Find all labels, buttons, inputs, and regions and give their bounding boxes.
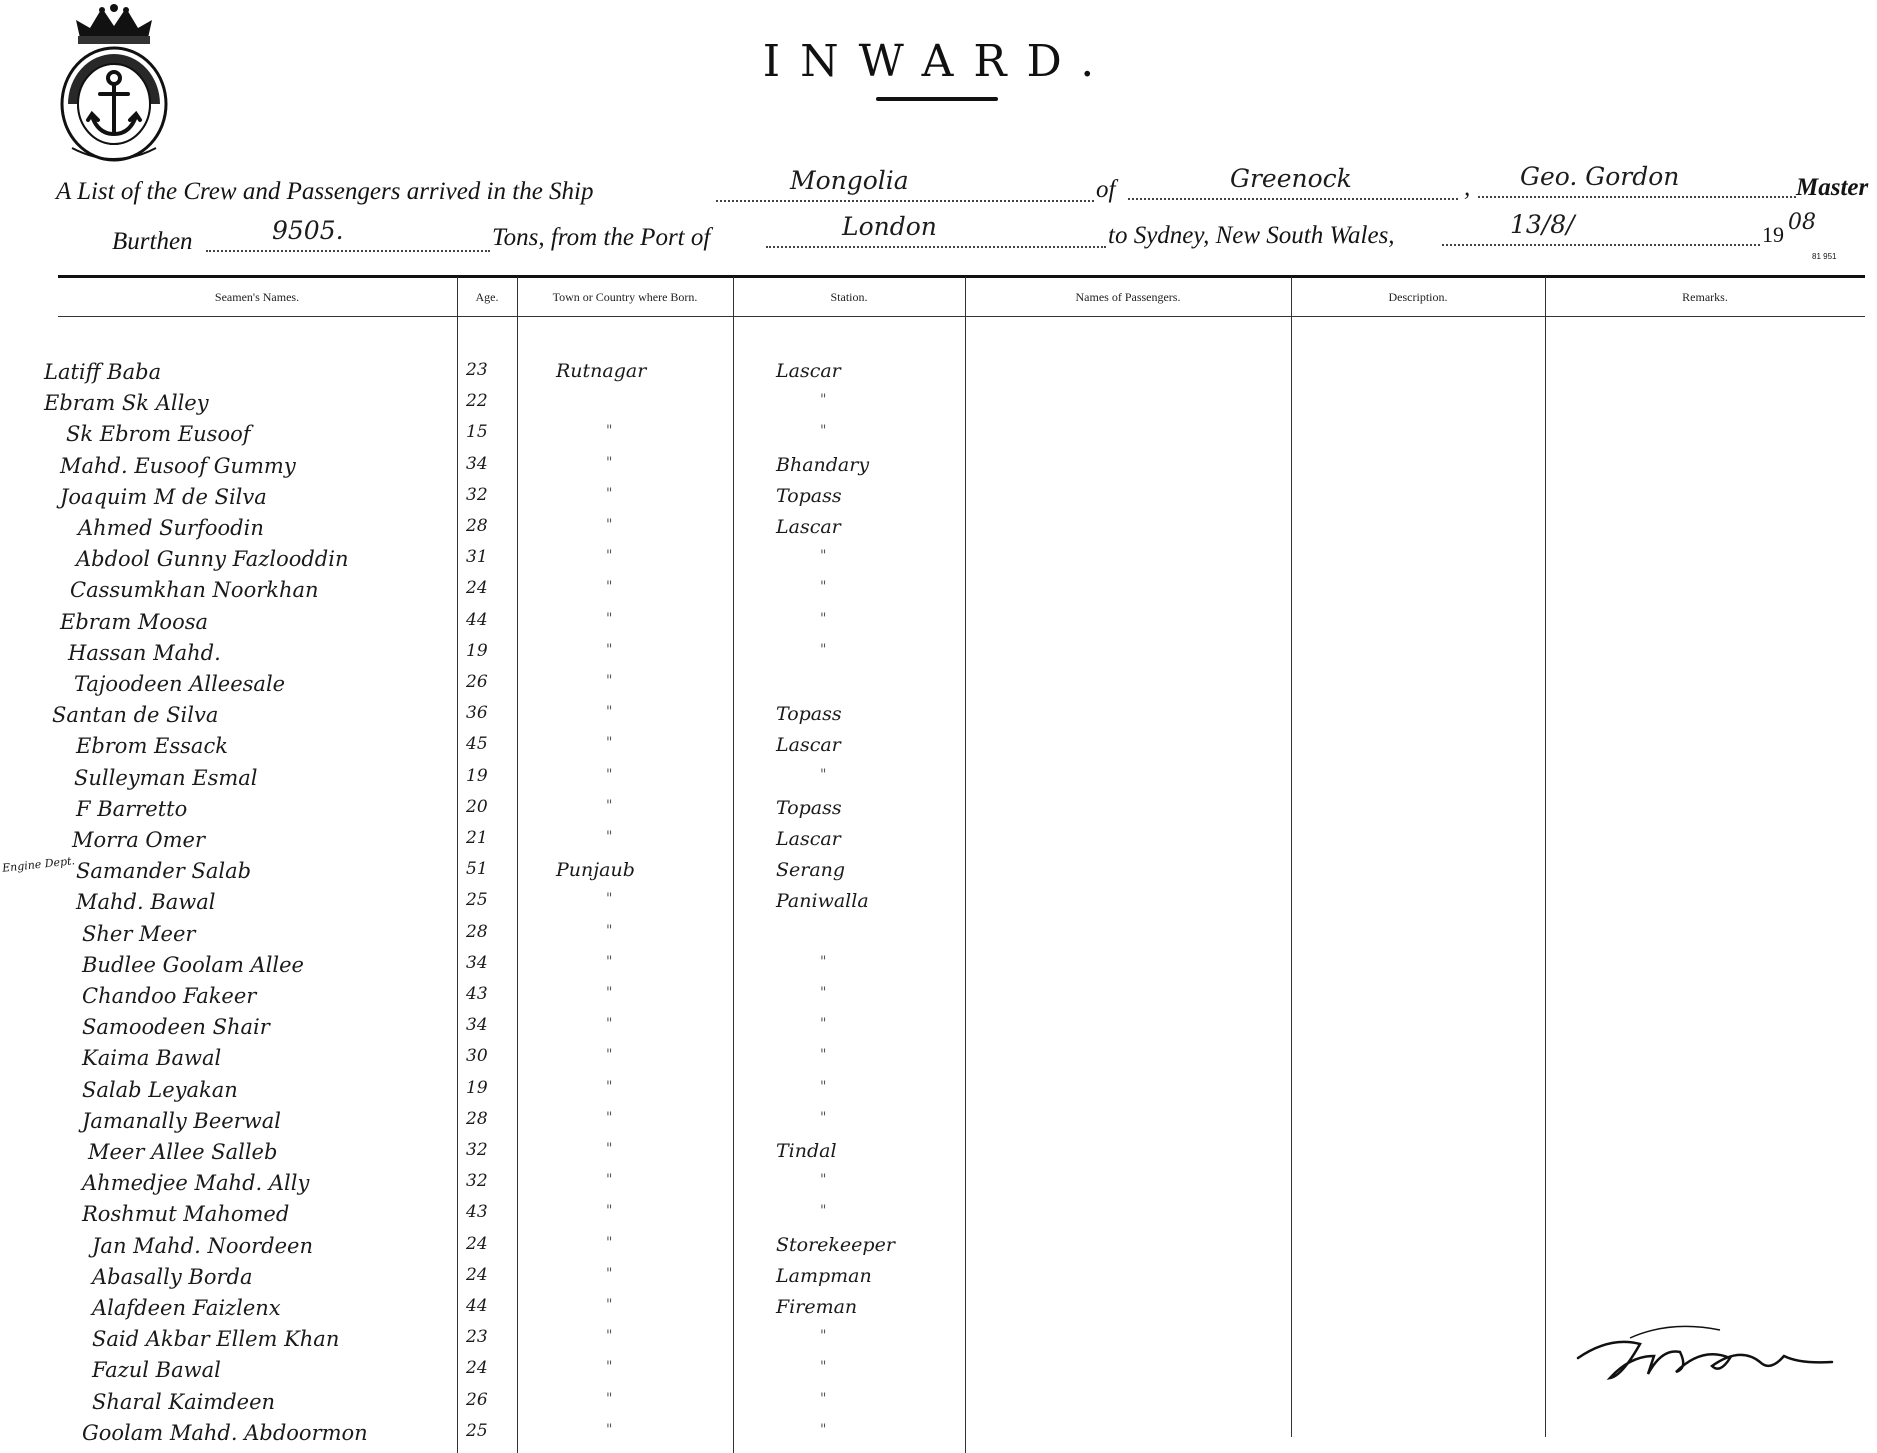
column-header-remarks: Remarks. <box>1682 290 1728 304</box>
of-label: of <box>1096 176 1116 203</box>
table-row <box>0 609 1877 642</box>
table-row <box>0 765 1877 798</box>
burthen-label: Burthen <box>112 228 193 255</box>
station: " <box>820 1359 827 1376</box>
birthplace: " <box>606 1265 613 1282</box>
table-row <box>0 640 1877 673</box>
page-title: INWARD. <box>762 36 1115 87</box>
seaman-age: 43 <box>466 1202 488 1223</box>
seaman-name: Sharal Kaimdeen <box>92 1389 276 1414</box>
to-sydney-label: to Sydney, New South Wales, <box>1108 222 1395 249</box>
seaman-age: 32 <box>466 1140 488 1160</box>
birthplace: " <box>606 1421 613 1438</box>
column-header-age: Age. <box>475 290 499 304</box>
seaman-name: Ahmed Surfoodin <box>78 516 264 540</box>
birthplace: " <box>606 1109 613 1126</box>
seaman-age: 45 <box>466 734 488 755</box>
seaman-name: Abasally Borda <box>92 1264 253 1289</box>
seaman-name: Santan de Silva <box>52 703 219 728</box>
birthplace: " <box>606 1016 613 1033</box>
table-row <box>0 1264 1877 1297</box>
seaman-age: 44 <box>466 1296 488 1316</box>
station: Storekeeper <box>776 1233 895 1256</box>
table-row <box>0 393 1877 423</box>
seaman-name: Cassumkhan Noorkhan <box>70 578 319 603</box>
seaman-age: 22 <box>466 391 488 412</box>
from-port-field-dots <box>766 246 1106 248</box>
column-header-station: Station. <box>830 290 868 304</box>
station: Topass <box>776 796 842 819</box>
birthplace: " <box>606 517 613 533</box>
birthplace: " <box>606 1359 613 1376</box>
seaman-name: Goolam Mahd. Abdoormon <box>82 1420 368 1445</box>
table-header-rule <box>58 316 1865 317</box>
station: Tindal <box>776 1140 837 1162</box>
seaman-name: Abdool Gunny Fazlooddin <box>76 547 349 572</box>
table-row <box>0 484 1877 517</box>
birthplace: " <box>606 1141 613 1157</box>
birthplace: " <box>606 735 613 752</box>
birthplace: " <box>606 891 613 908</box>
station: " <box>820 641 827 658</box>
table-row <box>0 1077 1877 1110</box>
seaman-age: 30 <box>466 1046 488 1067</box>
station: Fireman <box>776 1296 858 1318</box>
table-row <box>0 1173 1877 1203</box>
station: " <box>820 1016 827 1033</box>
seaman-age: 44 <box>466 609 488 630</box>
arrival-date: 13/8/ <box>1510 210 1575 239</box>
station: " <box>820 579 827 596</box>
table-row <box>0 1204 1877 1234</box>
birthplace: " <box>606 797 613 814</box>
comma-separator: , <box>1464 174 1471 201</box>
seaman-age: 24 <box>466 1264 488 1285</box>
birthplace: " <box>606 454 613 471</box>
seaman-age: 24 <box>466 1358 488 1379</box>
seaman-age: 28 <box>466 921 488 942</box>
seaman-age: 34 <box>466 1015 488 1036</box>
header-list-label: A List of the Crew and Passengers arrived in the Ship <box>56 178 594 205</box>
column-header-born: Town or Country where Born. <box>552 290 698 304</box>
station: Lascar <box>776 360 841 382</box>
seaman-name: Jamanally Beerwal <box>82 1108 281 1133</box>
station: " <box>820 423 827 440</box>
table-row <box>0 1017 1877 1047</box>
seaman-age: 51 <box>466 859 488 880</box>
station: " <box>820 1078 827 1095</box>
seaman-name: Samander Salab <box>76 859 252 884</box>
seaman-age: 31 <box>466 547 488 568</box>
tons-from-port-label: Tons, from the Port of <box>492 224 711 251</box>
table-row <box>0 1142 1877 1172</box>
seaman-age: 20 <box>466 796 488 817</box>
seaman-age: 19 <box>466 765 488 786</box>
seaman-name: Samoodeen Shair <box>82 1015 270 1040</box>
table-row <box>0 549 1877 579</box>
from-port: London <box>842 212 937 241</box>
birthplace: " <box>606 1390 613 1407</box>
table-row <box>0 921 1877 954</box>
seaman-name: Latiff Baba <box>44 360 162 384</box>
home-port-field-dots <box>1128 198 1458 200</box>
seaman-name: Ebrom Essack <box>76 734 228 759</box>
seaman-age: 25 <box>466 890 488 911</box>
seaman-age: 19 <box>466 1077 488 1098</box>
ship-name: Mongolia <box>790 166 909 195</box>
birthplace: " <box>606 1297 613 1313</box>
station: Lascar <box>776 828 841 850</box>
station: " <box>820 1421 827 1438</box>
seaman-age: 23 <box>466 1327 488 1348</box>
column-header-description: Description. <box>1388 290 1448 304</box>
station: Lascar <box>776 734 841 757</box>
birthplace: Rutnagar <box>556 360 647 382</box>
birthplace: Punjaub <box>556 859 635 882</box>
birthplace: " <box>606 485 613 502</box>
seaman-age: 23 <box>466 360 488 380</box>
birthplace: " <box>606 1203 613 1220</box>
birthplace: " <box>606 423 613 440</box>
seaman-name: Morra Omer <box>72 828 206 852</box>
table-row <box>0 1108 1877 1141</box>
seaman-name: Ebram Moosa <box>60 609 209 634</box>
table-row <box>0 424 1877 454</box>
station: " <box>820 392 827 409</box>
seaman-age: 21 <box>466 828 488 848</box>
table-row <box>0 1048 1877 1078</box>
table-row <box>0 674 1877 704</box>
seaman-name: Ahmedjee Mahd. Ally <box>82 1171 310 1196</box>
station: " <box>820 1328 827 1345</box>
seaman-name: Tajoodeen Alleesale <box>74 672 286 696</box>
seaman-age: 32 <box>466 1171 488 1192</box>
birthplace: " <box>606 766 613 783</box>
table-top-rule <box>58 275 1865 278</box>
station: " <box>820 548 827 565</box>
birthplace: " <box>606 953 613 970</box>
date-field-dots <box>1442 244 1760 246</box>
seaman-age: 19 <box>466 640 488 661</box>
master-label: Master <box>1796 174 1869 201</box>
station: " <box>820 985 827 1001</box>
year-suffix: 08 <box>1788 210 1816 235</box>
seaman-name: Mahd. Bawal <box>76 890 216 915</box>
station: Lampman <box>776 1264 872 1287</box>
seaman-age: 36 <box>466 703 488 724</box>
station: " <box>820 1172 827 1189</box>
station: " <box>820 1109 827 1126</box>
seaman-age: 26 <box>466 672 488 692</box>
table-row <box>0 796 1877 829</box>
signature-text <box>1600 1400 1606 1401</box>
master-field-dots <box>1478 196 1796 198</box>
birthplace: " <box>606 641 613 658</box>
seaman-name: Jan Mahd. Noordeen <box>92 1233 314 1258</box>
seaman-name: Said Akbar Ellem Khan <box>92 1327 340 1352</box>
seaman-name: Salab Leyakan <box>82 1077 238 1102</box>
table-row <box>0 830 1877 860</box>
station: Serang <box>776 859 846 882</box>
table-row <box>0 518 1877 548</box>
seaman-name: Roshmut Mahomed <box>82 1202 290 1227</box>
seaman-age: 24 <box>466 578 488 599</box>
station: " <box>820 1203 827 1220</box>
seaman-name: Kaima Bawal <box>82 1046 222 1071</box>
seaman-name: Budlee Goolam Allee <box>82 952 304 977</box>
year-prefix: 19 <box>1762 222 1784 247</box>
station: " <box>820 610 827 627</box>
table-row <box>0 705 1877 735</box>
seaman-name: Hassan Mahd. <box>68 640 221 665</box>
margin-note: Engine Dept. <box>1 854 76 875</box>
birthplace: " <box>606 1047 613 1064</box>
station: " <box>820 1390 827 1407</box>
seaman-age: 15 <box>466 422 488 443</box>
station: Topass <box>776 703 842 726</box>
title-ornament-rule <box>876 97 998 101</box>
master-name: Geo. Gordon <box>1520 162 1680 191</box>
seaman-age: 25 <box>466 1420 488 1441</box>
station: Topass <box>776 484 842 507</box>
birthplace: " <box>606 922 613 939</box>
birthplace: " <box>606 579 613 596</box>
column-header-passengers: Names of Passengers. <box>1075 290 1181 304</box>
seaman-name: Fazul Bawal <box>92 1358 221 1383</box>
birthplace: " <box>606 1328 613 1345</box>
table-row <box>0 1420 1877 1453</box>
birthplace: " <box>606 1234 613 1251</box>
master-signature <box>1570 1316 1840 1396</box>
birthplace: " <box>606 829 613 845</box>
column-header-names: Seamen's Names. <box>214 290 300 304</box>
station: Bhandary <box>776 453 870 476</box>
seaman-name: Mahd. Eusoof Gummy <box>60 453 296 478</box>
seaman-name: Chandoo Fakeer <box>82 984 257 1008</box>
seaman-name: Alafdeen Faizlenx <box>92 1296 281 1320</box>
birthplace: " <box>606 548 613 565</box>
seaman-name: Sulleyman Esmal <box>74 765 258 790</box>
birthplace: " <box>606 1172 613 1189</box>
birthplace: " <box>606 673 613 689</box>
seaman-age: 28 <box>466 1108 488 1129</box>
ship-field-dots <box>716 200 1094 202</box>
tonnage: 9505. <box>272 216 344 245</box>
table-row <box>0 892 1877 922</box>
form-number: 81 951 <box>1812 252 1837 261</box>
seaman-age: 34 <box>466 453 488 474</box>
seaman-name: Sher Meer <box>82 921 196 946</box>
birthplace: " <box>606 1078 613 1095</box>
table-row <box>0 362 1877 392</box>
birthplace: " <box>606 704 613 721</box>
station: Paniwalla <box>776 890 869 913</box>
table-row <box>0 1233 1877 1266</box>
table-row <box>0 736 1877 766</box>
tonnage-field-dots <box>206 250 490 252</box>
station: " <box>820 1047 827 1064</box>
seaman-age: 28 <box>466 516 488 536</box>
seaman-name: Meer Allee Salleb <box>88 1140 278 1164</box>
seaman-name: F Barretto <box>76 796 188 821</box>
seaman-age: 43 <box>466 984 488 1004</box>
station: Lascar <box>776 516 841 538</box>
station: " <box>820 953 827 970</box>
seaman-name: Sk Ebrom Eusoof <box>66 422 251 447</box>
station: " <box>820 766 827 783</box>
seaman-age: 26 <box>466 1389 488 1410</box>
seaman-name: Ebram Sk Alley <box>44 391 209 416</box>
home-port: Greenock <box>1230 164 1352 193</box>
table-row <box>0 1389 1877 1422</box>
seaman-name: Joaquim M de Silva <box>60 484 267 509</box>
birthplace: " <box>606 610 613 627</box>
table-row <box>0 580 1877 610</box>
table-row <box>0 952 1877 985</box>
seaman-age: 32 <box>466 484 488 505</box>
table-row <box>0 986 1877 1016</box>
table-row <box>0 453 1877 486</box>
seaman-age: 24 <box>466 1233 488 1254</box>
seaman-age: 34 <box>466 952 488 973</box>
birthplace: " <box>606 985 613 1001</box>
table-row <box>0 861 1877 891</box>
